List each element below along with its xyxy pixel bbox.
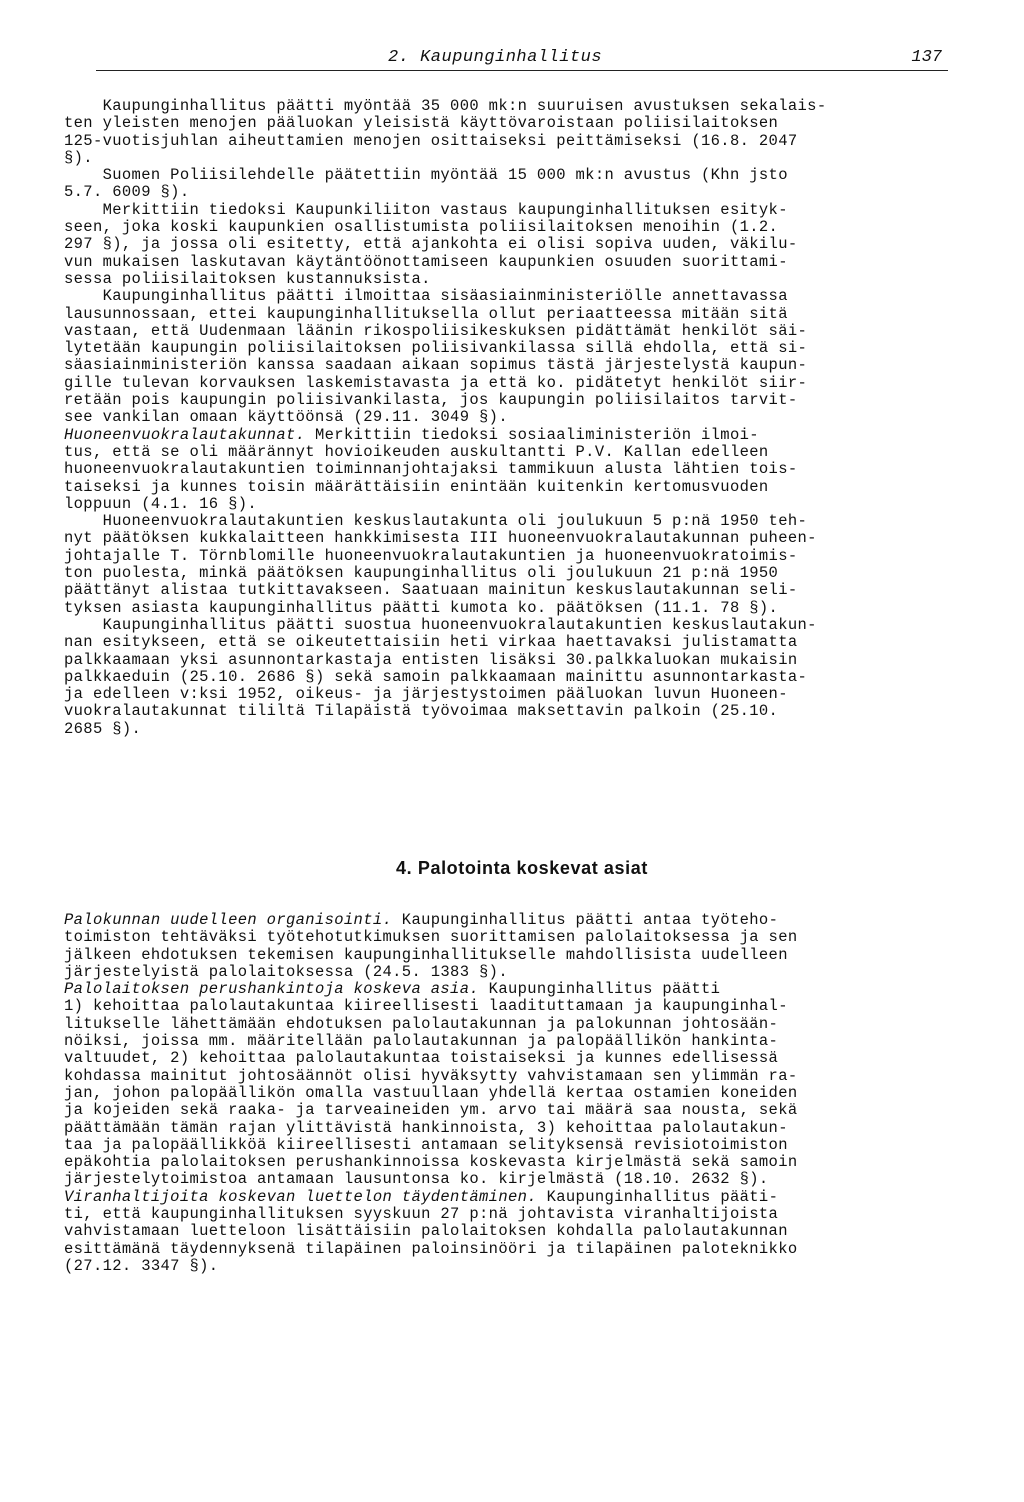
paragraph [64,288,956,426]
line-rest: Kaupunginhallitus päätti [479,980,721,999]
run-in-heading: Viranhaltijoita koskevan luettelon täydentäminen. [64,1187,537,1206]
run-in-heading: Palokunnan uudelleen organisointi. [64,911,393,929]
paragraph [64,1189,956,1275]
text-line: ja edelleen v:ksi 1952, oikeus- ja järjestystoimen pääluokan luvun Huoneen- [64,685,788,704]
text-line: (27.12. 3347 §). [64,1256,219,1275]
text-line: nöiksi, joissa mm. määritellään palolautakunnan ja palopäällikön hankinta- [64,1032,779,1051]
text-line: ten yleisten menojen pääluokan yleisistä käyttövaroistaan poliisilaitoksen [64,114,779,133]
text-line: Kaupunginhallitus päätti ilmoittaa sisäasiainministeriölle annettavassa [64,287,788,306]
text-line: kohdassa mainitut johtosäännöt olisi hyväksytty vahvistamaan sen ylimmän ra- [64,1066,798,1085]
text-line: sessa poliisilaitoksen kustannuksista. [64,269,431,288]
text-line: 125-vuotisjuhlan aiheuttamien menojen osittaiseksi peittämiseksi (16.8. 2047 [64,131,798,150]
line-rest: Kaupunginhallitus päätti antaa työteho- [392,911,779,929]
text-line: 297 §), ja jossa oli esitetty, että ajankohta ei olisi sopiva uuden, väkilu- [64,235,798,254]
page-number: 137 [911,48,942,67]
text-line: litukselle lähettämään ehdotuksen palolautakunnan ja palokunnan johtosään- [64,1014,779,1033]
text-line: järjestelytoimistoa antamaan lausuntonsa ko. kirjelmästä (18.10. 2632 §). [64,1170,769,1189]
text-line: Kaupunginhallitus päätti myöntää 35 000 mk:n suuruisen avustuksen sekalais- [64,97,827,115]
paragraph [64,202,956,288]
text-line: retään pois kaupungin poliisivankilasta, jos kaupungin poliisilaitos tarvit- [64,391,798,410]
text-line [64,1189,956,1206]
text-line: seen, joka koski kaupunkien osallistumista poliisilaitoksen menoihin (1.2. [64,218,779,237]
text-line: vastaan, että Uudenmaan läänin rikospoliisikeskuksen pidättämät henkilöt säi- [64,321,808,340]
run-in-heading: Huoneenvuokralautakunnat. [64,425,306,444]
text-line: gille tulevan korvauksen laskemistavasta ja että ko. pidätetyt henkilöt siir- [64,373,808,392]
running-header [96,48,948,71]
text-line: taa ja palopäällikköä kiireellisesti antamaan selityksensä revisiotoimiston [64,1135,788,1154]
paragraph [64,98,956,167]
text-line: Huoneenvuokralautakuntien keskuslautakunta oli joulukuun 5 p:nä 1950 teh- [64,512,808,531]
text-line: nyt päätöksen kukkalaitteen hankkimisesta III huoneenvuokralautakunnan puheen- [64,529,817,548]
text-line: 1) kehoittaa palolautakuntaa kiireellisesti laadituttamaan ja kaupunginhal- [64,997,788,1016]
running-header-title: 2. Kaupunginhallitus [388,48,603,67]
text-line [64,427,956,444]
text-line: taiseksi ja kunnes toisin määrättäisiin enintään kuitenkin kertomusvuoden [64,477,769,496]
text-line: §). [64,148,93,167]
line-rest: Kaupunginhallitus pääti- [536,1187,779,1206]
text-line: loppuun (4.1. 16 §). [64,494,258,513]
text-line: 5.7. 6009 §). [64,183,190,202]
text-line: järjestelyistä palolaitoksessa (24.5. 1383 §). [64,962,508,981]
text-line [64,981,956,998]
text-line: nan esitykseen, että se oikeutettaisiin heti virkaa haettavaksi julistamatta [64,633,798,652]
text-line: lytetään kaupungin poliisilaitoksen poliisivankilassa sillä ehdolla, että si- [64,339,808,358]
run-in-heading: Palolaitoksen perushankintoja koskeva asia. [64,980,480,999]
text-line: vuokralautakunnat tililtä Tilapäistä työvoimaa maksettavin palkoin (25.10. [64,702,779,721]
text-line: see vankilan omaan käyttöönsä (29.11. 3049 §). [64,408,508,427]
text-line: valtuudet, 2) kehoittaa palolautakuntaa toistaiseksi ja kunnes edellisessä [64,1049,779,1068]
text-line: Suomen Poliisilehdelle päätettiin myöntää 15 000 mk:n avustus (Khn jsto [64,166,788,185]
text-line: ton puolesta, minkä päätöksen kaupunginhallitus oli joulukuun 21 p:nä 1950 [64,564,779,583]
text-block-bottom [64,912,956,1275]
paragraph [64,513,956,617]
text-line: tus, että se oli määrännyt hovioikeuden auskultantti P.V. Kallan edelleen [64,442,769,461]
paragraph [64,912,956,981]
text-line: vahvistamaan luetteloon lisättäisiin palolaitoksen kohdalla palolautakunnan [64,1222,788,1241]
text-line: epäkohtia palolaitoksen perushankinnoissa koskevasta kirjelmästä sekä samoin [64,1153,798,1172]
text-line: Kaupunginhallitus päätti suostua huoneenvuokralautakuntien keskuslautakun- [64,615,817,634]
text-line: säasiainministeriön kanssa saadaan aikaan sopimus tästä järjestelystä kaupun- [64,356,808,375]
section-heading-text: 4. Palotointa koskevat asiat [396,858,648,878]
text-line: päättämään tämän rajan ylittävistä hankinnoista, 3) kehoittaa palolautakun- [64,1118,788,1137]
paragraph [64,427,956,513]
text-line: tyksen asiasta kaupunginhallitus päätti kumota ko. päätöksen (11.1. 78 §). [64,598,779,617]
paragraph [64,981,956,1189]
text-line: ti, että kaupunginhallituksen syyskuun 27 p:nä johtavista viranhaltijoista [64,1205,779,1224]
text-line: vun mukaisen laskutavan käytäntöönottamiseen kaupunkien osuuden suorittami- [64,252,788,271]
text-line: jan, johon palopäällikön omalla vastuullaan yhdellä kertaa ostamien koneiden [64,1083,798,1102]
line-rest: Merkittiin tiedoksi sosiaaliministeriön ilmoi- [305,425,759,444]
text-line: toimiston tehtäväksi työtehotutkimuksen suorittamisen palolaitoksessa ja sen [64,928,798,947]
text-line: 2685 §). [64,719,142,738]
text-line: ja kojeiden sekä raaka- ja tarveaineiden ym. arvo tai määrä saa nousta, sekä [64,1101,798,1120]
text-line: päättänyt alistaa tutkittavakseen. Saatuaan mainitun keskuslautakunnan seli- [64,581,798,600]
text-line: palkkaeduin (25.10. 2686 §) sekä samoin palkkaamaan mainittu asunnontarkasta- [64,667,808,686]
text-line: esittämänä täydennyksenä tilapäinen paloinsinööri ja tilapäinen paloteknikko [64,1239,798,1258]
text-line: johtajalle T. Törnblomille huoneenvuokralautakuntien ja huoneenvuokratoimis- [64,546,798,565]
text-block-top [64,98,956,738]
section-heading [0,858,1024,879]
paragraph [64,617,956,738]
text-line [64,912,956,929]
text-line: huoneenvuokralautakuntien toiminnanjohtajaksi tammikuun alusta lähtien tois- [64,460,798,479]
paragraph [64,167,956,202]
text-line: Merkittiin tiedoksi Kaupunkiliiton vastaus kaupunginhallituksen esityk- [64,200,788,219]
text-line: lausunnossaan, ettei kaupunginhallituksella ollut periaatteessa mitään sitä [64,304,788,323]
text-line: palkkaamaan yksi asunnontarkastaja entisten lisäksi 30.palkkaluokan mukaisin [64,650,798,669]
text-line: jälkeen ehdotuksen tekemisen kaupunginhallitukselle mahdollisista uudelleen [64,945,788,964]
